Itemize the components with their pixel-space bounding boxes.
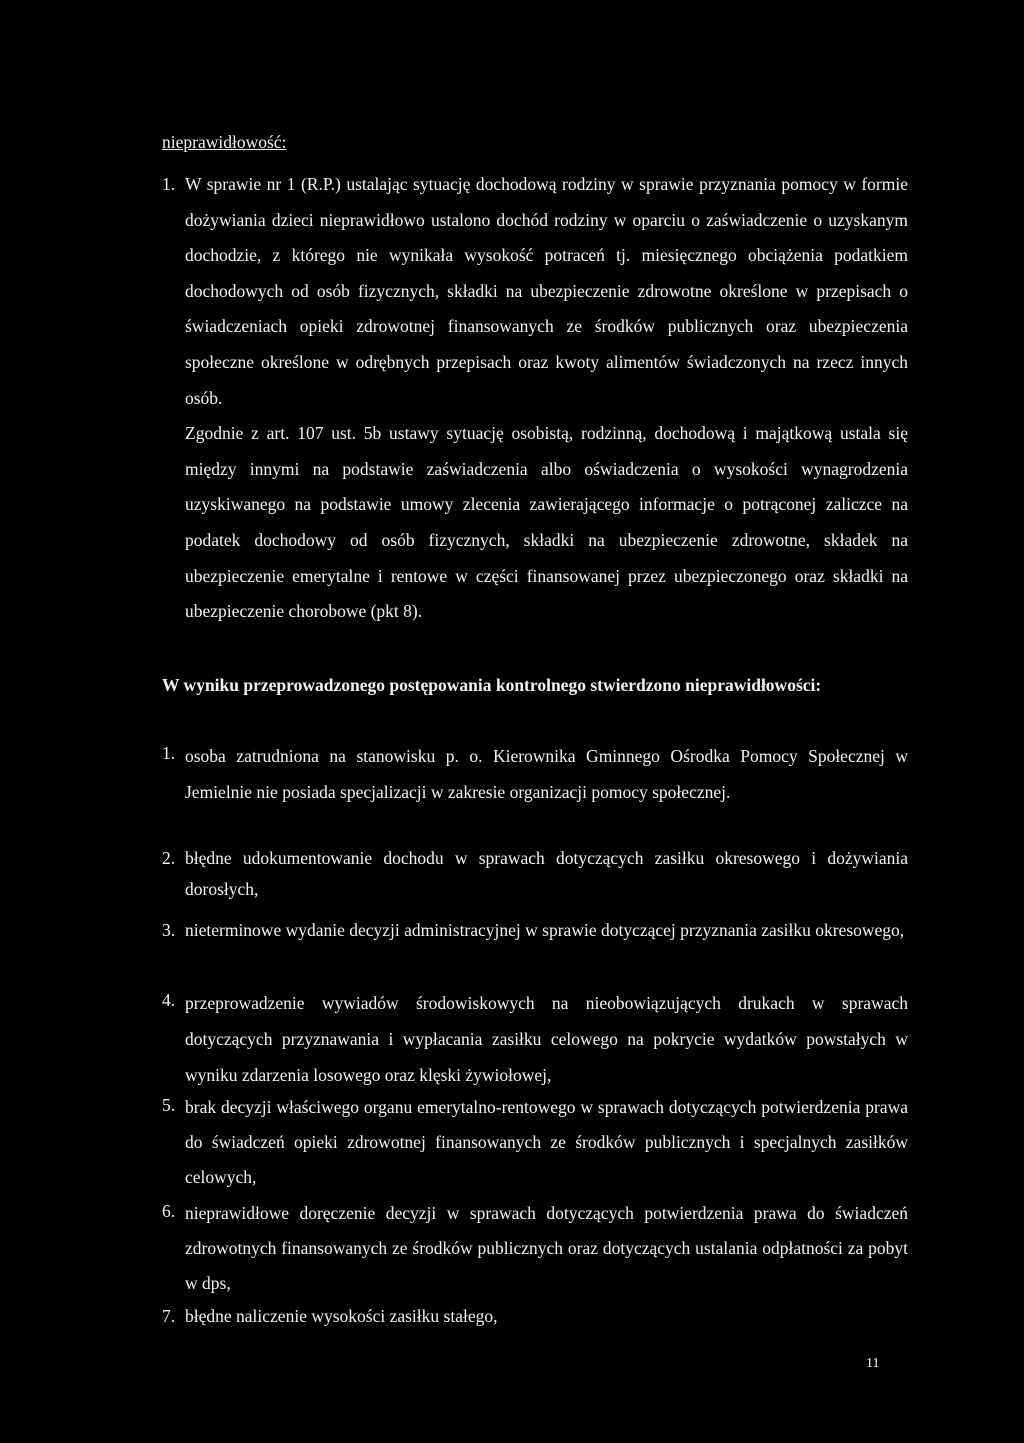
list-text: brak decyzji właściwego organu emerytalno-rentowego w sprawach dotyczących potwierdzenia prawa do świadczeń opieki zdrowotnej finansowanych ze środków publicznych i specjalnych zasiłków celowych, — [185, 1097, 908, 1187]
list-item — [162, 738, 908, 810]
list-item — [162, 1301, 908, 1332]
list-item — [162, 985, 908, 1093]
list-text: przeprowadzenie wywiadów środowiskowych na nieobowiązujących drukach w sprawach dotyczących przyznawania i wypłacania zasiłku celowego na pokrycie wydatków powstałych w wyniku zdarzenia losowego oraz klęski żywiołowej, — [185, 993, 908, 1085]
finding-item-1-detail — [162, 167, 908, 630]
list-number: 7. — [162, 1306, 176, 1326]
list-text: osoba zatrudniona na stanowisku p. o. Kierownika Gminnego Ośrodka Pomocy Społecznej w Jemielnie nie posiada specjalizacji w zakresie organizacji pomocy społecznej. — [185, 746, 908, 802]
page-number: 11 — [866, 1356, 880, 1371]
item-number: 1. — [162, 174, 176, 194]
list-text: błędne udokumentowanie dochodu w sprawach dotyczących zasiłku okresowego i dożywiania dorosłych, — [185, 848, 908, 899]
previous-section-heading: nieprawidłowość: — [162, 132, 287, 152]
list-item — [162, 843, 908, 904]
list-number: 6. — [162, 1201, 176, 1221]
list-text: nieterminowe wydanie decyzji administracyjnej w sprawie dotyczącej przyznania zasiłku okresowego, — [185, 920, 905, 940]
list-number: 3. — [162, 920, 176, 940]
list-item — [162, 1196, 908, 1301]
item-paragraph-2: Zgodnie z art. 107 ust. 5b ustawy sytuację osobistą, rodzinną, dochodową i majątkową ustala się między innymi na podstawie zaświadczenia albo oświadczenia o wysokości wynagrodzenia uzyskiwanego na podstawie umowy zlecenia zawierającego informacje o potrąconej zaliczce na podatek dochodowy od osób fizycznych, składki na ubezpieczenie zdrowotne, składek na ubezpieczenie emerytalne i rentowe w części finansowanej przez ubezpieczonego oraz składki na ubezpieczenie chorobowe (pkt 8). — [185, 423, 908, 622]
list-number: 5. — [162, 1095, 176, 1115]
findings-section-heading: W wyniku przeprowadzonego postępowania kontrolnego stwierdzono nieprawidłowości: — [162, 675, 822, 695]
list-text: nieprawidłowe doręczenie decyzji w sprawach dotyczących potwierdzenia prawa do świadczeń zdrowotnych finansowanych ze środków publicznych oraz dotyczących ustalania odpłatności za pobyt w dps, — [185, 1203, 908, 1293]
list-text: błędne naliczenie wysokości zasiłku stałego, — [185, 1306, 498, 1326]
list-item — [162, 915, 908, 946]
list-number: 4. — [162, 990, 176, 1010]
item-paragraph-1: W sprawie nr 1 (R.P.) ustalając sytuację dochodową rodziny w sprawie przyznania pomocy w formie dożywiania dzieci nieprawidłowo ustalono dochód rodziny w oparciu o zaświadczenie o uzyskanym dochodzie, z którego nie wynikała wysokość potraceń tj. miesięcznego obciążenia podatkiem dochodowych od osób fizycznych, składki na ubezpieczenie zdrowotne określone w przepisach o świadczeniach opieki zdrowotnej finansowanych ze środków publicznych oraz ubezpieczenia społeczne określone w odrębnych przepisach oraz kwoty alimentów świadczonych na rzecz innych osób. — [185, 174, 908, 408]
list-item — [162, 1090, 908, 1195]
list-number: 1. — [162, 743, 176, 763]
list-number: 2. — [162, 848, 176, 868]
